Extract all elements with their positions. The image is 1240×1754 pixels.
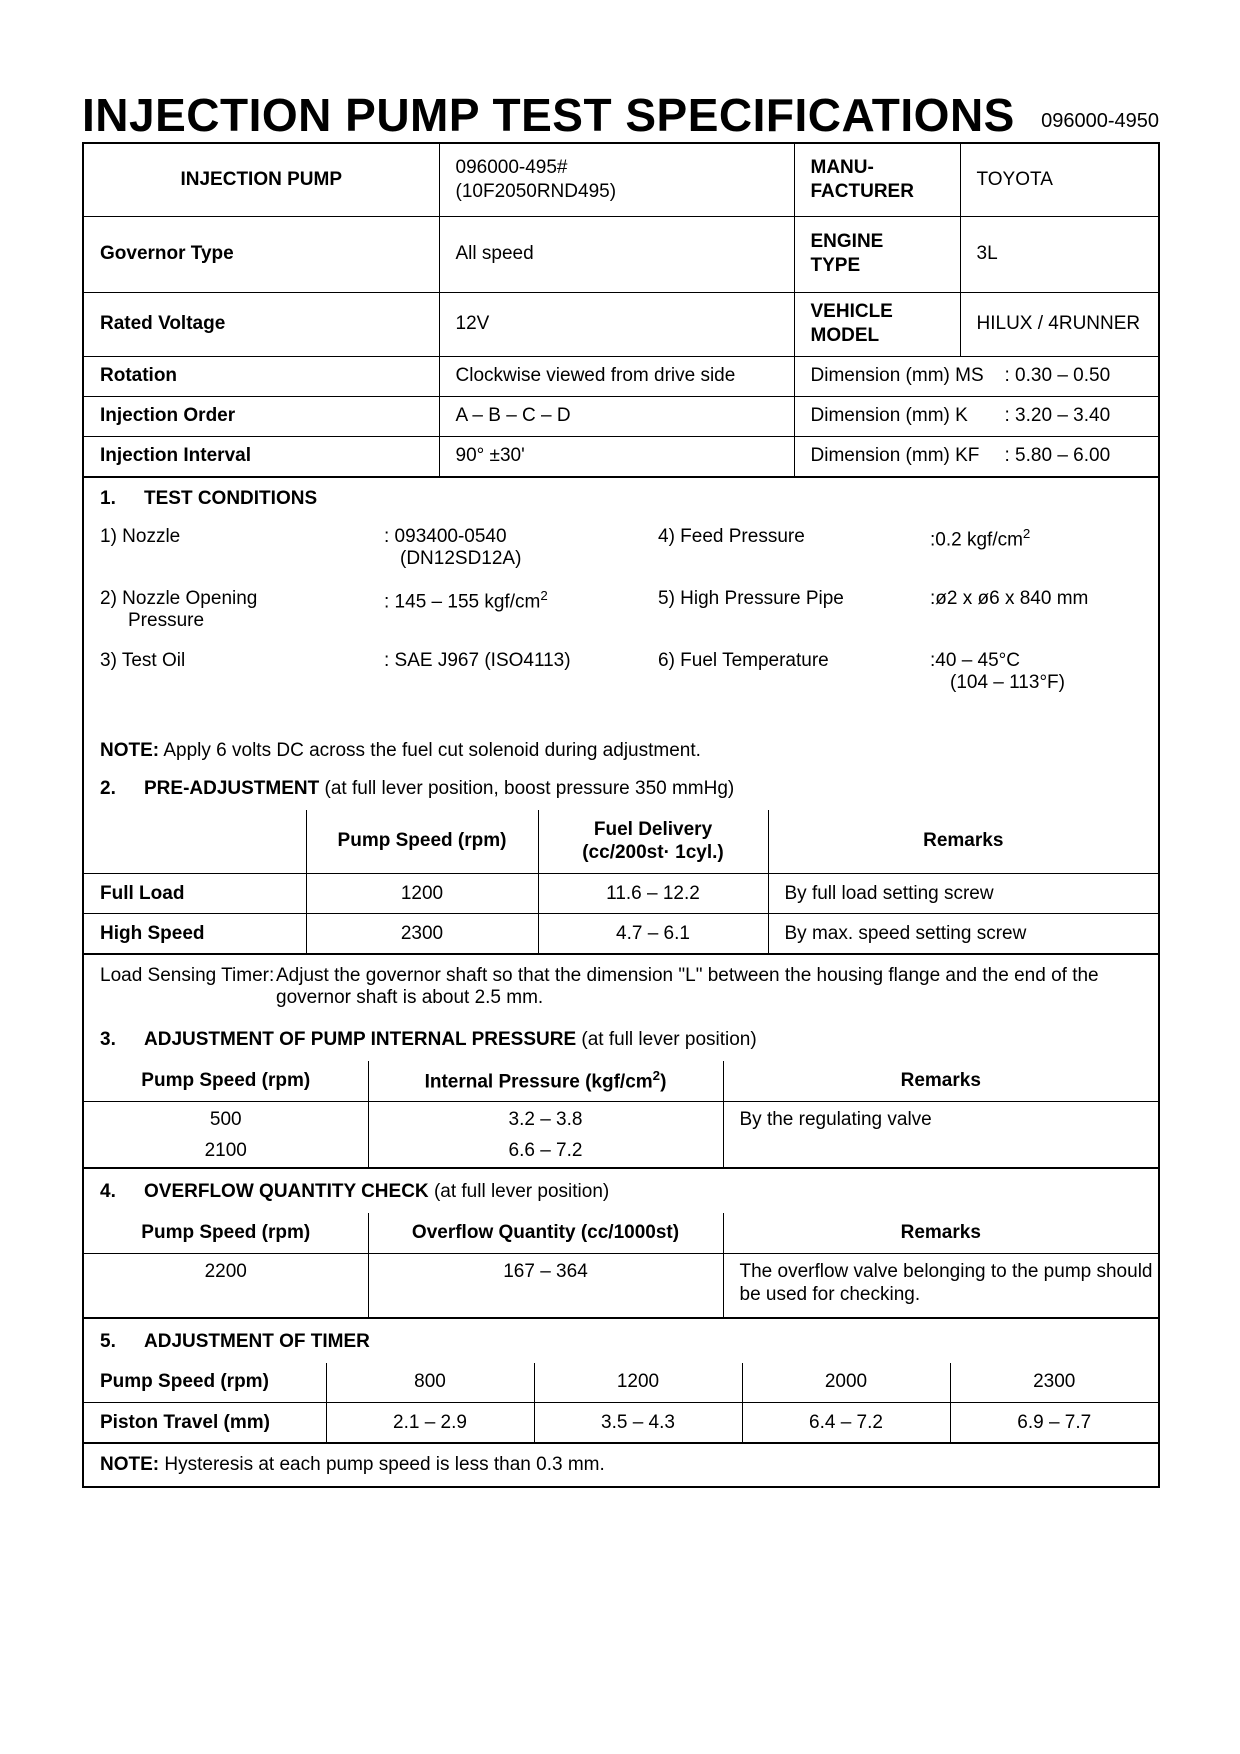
engine-type-label: ENGINE TYPE bbox=[794, 216, 960, 292]
remarks-header: Remarks bbox=[723, 1213, 1158, 1253]
overflow-heading: 4. OVERFLOW QUANTITY CHECK (at full lever position) bbox=[100, 1181, 610, 1202]
internal-pressure-table bbox=[84, 1061, 1158, 1168]
rated-voltage-label: Rated Voltage bbox=[84, 292, 439, 356]
manufacturer-label: MANU- FACTURER bbox=[794, 144, 960, 216]
dimension-ms: Dimension (mm) MS : 0.30 – 0.50 bbox=[794, 356, 1158, 396]
pump-speed-header: Pump Speed (rpm) bbox=[84, 1213, 368, 1253]
injection-order-label: Injection Order bbox=[84, 396, 439, 436]
engine-type-value: 3L bbox=[960, 216, 1158, 292]
piston-travel-label: Piston Travel (mm) bbox=[84, 1403, 326, 1443]
nozzle-opening-value: : 145 – 155 kgf/$cm^2$ bbox=[384, 587, 548, 612]
injection-interval-label: Injection Interval bbox=[84, 436, 439, 476]
timer-table bbox=[84, 1363, 1158, 1444]
timer-heading-section bbox=[84, 1318, 1158, 1353]
pump-speed-label: Pump Speed (rpm) bbox=[84, 1363, 326, 1403]
overflow-table bbox=[84, 1213, 1158, 1318]
internal-pressure-header: Internal Pressure $(kgf/cm^2)$ bbox=[368, 1061, 723, 1101]
page-title: INJECTION PUMP TEST SPECIFICATIONS bbox=[82, 89, 1015, 141]
injection-pump-value: 096000-495# (10F2050RND495) bbox=[439, 144, 794, 216]
rotation-value: Clockwise viewed from drive side bbox=[439, 356, 794, 396]
governor-type-label: Governor Type bbox=[84, 216, 439, 292]
governor-type-value: All speed bbox=[439, 216, 794, 292]
dimension-k: Dimension (mm) K : 3.20 – 3.40 bbox=[794, 396, 1158, 436]
table-row: 500 2100 3.2 – 3.8 6.6 – 7.2 By the regulating valve bbox=[84, 1101, 1158, 1168]
high-pressure-pipe-value: :ø2 x ø6 x 840 mm bbox=[930, 587, 1089, 609]
load-sensing-timer-section bbox=[84, 954, 1158, 1051]
pre-adjustment-table bbox=[84, 810, 1158, 955]
test-conditions-grid bbox=[100, 526, 1142, 740]
test-conditions-note: NOTE: Apply 6 volts DC across the fuel cut solenoid during adjustment. bbox=[100, 739, 701, 761]
nozzle-value: : 093400-0540 (DN12SD12A) bbox=[384, 525, 522, 569]
load-sensing-timer-note: Load Sensing Timer: Adjust the governor shaft so that the dimension "L" between the housing flange and the end of the governor shaft is about 2.5 mm. bbox=[100, 965, 1099, 1008]
timer-heading: 5. ADJUSTMENT OF TIMER bbox=[100, 1330, 370, 1352]
rotation-label: Rotation bbox=[84, 356, 439, 396]
vehicle-model-label: VEHICLE MODEL bbox=[794, 292, 960, 356]
table-row: 2200 167 – 364 The overflow valve belonging to the pump should be used for checking. bbox=[84, 1253, 1158, 1317]
table-row: Full Load 1200 11.6 – 12.2 By full load setting screw bbox=[84, 874, 1158, 914]
test-conditions-section bbox=[84, 477, 1158, 800]
injection-order-value: A – B – C – D bbox=[439, 396, 794, 436]
manufacturer-value: TOYOTA bbox=[960, 144, 1158, 216]
vehicle-model-value: HILUX / 4RUNNER bbox=[960, 292, 1158, 356]
overflow-heading-section bbox=[84, 1168, 1158, 1203]
high-pressure-pipe-label: 5) High Pressure Pipe bbox=[658, 587, 844, 609]
rated-voltage-value: 12V bbox=[439, 292, 794, 356]
dimension-kf: Dimension (mm) KF : 5.80 – 6.00 bbox=[794, 436, 1158, 476]
overflow-quantity-header: Overflow Quantity (cc/1000st) bbox=[368, 1213, 723, 1253]
spec-frame bbox=[82, 142, 1160, 1488]
remarks-header: Remarks bbox=[768, 810, 1158, 874]
test-oil-value: : SAE J967 (ISO4113) bbox=[384, 649, 571, 671]
section-heading: 1. TEST CONDITIONS bbox=[100, 487, 318, 509]
feed-pressure-label: 4) Feed Pressure bbox=[658, 525, 805, 547]
pump-spec-table bbox=[84, 144, 1158, 477]
table-row: Pump Speed (rpm) 800 1200 2000 2300 bbox=[84, 1363, 1158, 1403]
pre-adjustment-heading: 2. PRE-ADJUSTMENT (at full lever position, boost pressure 350 mmHg) bbox=[100, 777, 735, 799]
table-row: High Speed 2300 4.7 – 6.1 By max. speed setting screw bbox=[84, 914, 1158, 954]
fuel-delivery-header: Fuel Delivery (cc/200st· 1cyl.) bbox=[538, 810, 768, 874]
fuel-temperature-value: :40 – 45°C (104 – 113°F) bbox=[930, 649, 1065, 693]
timer-note: NOTE: Hysteresis at each pump speed is less than 0.3 mm. bbox=[84, 1443, 1158, 1486]
remarks-header: Remarks bbox=[723, 1061, 1158, 1101]
injection-pump-label: INJECTION PUMP bbox=[84, 144, 439, 216]
document-number: 096000-4950 bbox=[1041, 110, 1159, 132]
nozzle-label: 1) Nozzle bbox=[100, 525, 181, 547]
test-oil-label: 3) Test Oil bbox=[100, 649, 186, 671]
pump-speed-header: Pump Speed (rpm) bbox=[306, 810, 538, 874]
internal-pressure-heading: 3. ADJUSTMENT OF PUMP INTERNAL PRESSURE (at full lever position) bbox=[100, 1029, 757, 1050]
nozzle-opening-label: 2) Nozzle Opening Pressure bbox=[100, 587, 258, 631]
fuel-temperature-label: 6) Fuel Temperature bbox=[658, 649, 829, 671]
table-row: Piston Travel (mm) 2.1 – 2.9 3.5 – 4.3 6.4 – 7.2 6.9 – 7.7 bbox=[84, 1403, 1158, 1443]
feed-pressure-value: :0.2 kgf/$cm^2$ bbox=[930, 525, 1031, 550]
injection-interval-value: 90° ±30' bbox=[439, 436, 794, 476]
pump-speed-header: Pump Speed (rpm) bbox=[84, 1061, 368, 1101]
